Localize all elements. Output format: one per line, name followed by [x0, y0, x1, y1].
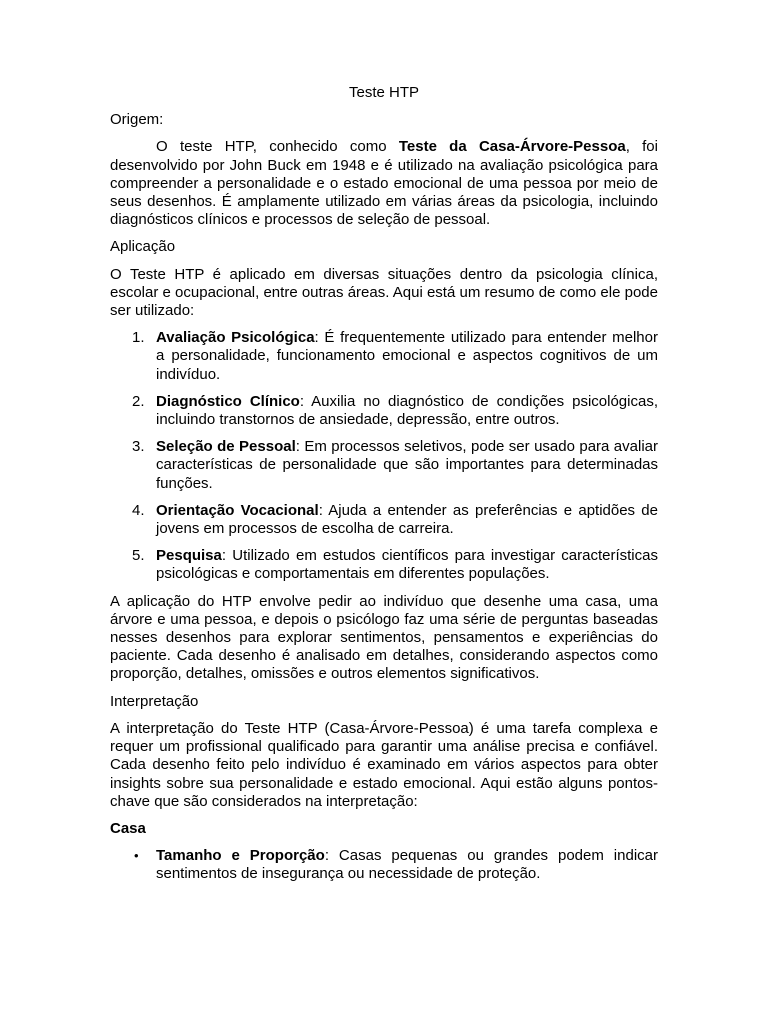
- list-item-text: : Em processos seletivos, pode ser usado para avaliar características de personalidade que são importantes para determinadas funções.: [156, 438, 658, 492]
- list-item: [110, 393, 658, 429]
- list-item-text: : Casas pequenas ou grandes podem indicar sentimentos de insegurança ou necessidade de proteção.: [156, 847, 658, 883]
- list-item-bold: Tamanho e Proporção: [156, 847, 325, 865]
- list-item-bold: Pesquisa: [156, 547, 222, 565]
- list-item: [110, 547, 658, 583]
- list-item-text: : É frequentemente utilizado para entender melhor a personalidade, funcionamento emocional e aspectos cognitivos de um indivíduo.: [156, 329, 658, 383]
- origem-heading: Origem:: [110, 111, 164, 129]
- list-item-bold: Avaliação Psicológica: [156, 329, 315, 347]
- aplicacao-paragraph-2: A aplicação do HTP envolve pedir ao indivíduo que desenhe uma casa, uma árvore e uma pessoa, e depois o psicólogo faz uma série de perguntas baseadas nesses desenhos para explorar sentimentos, pensamentos e experiências do paciente. Cada desenho é analisado em detalhes, considerando aspectos como proporção, detalhes, omissões e outros elementos significativos.: [110, 592, 658, 683]
- origem-text-bold: Teste da Casa-Árvore-Pessoa: [398, 138, 626, 156]
- list-item: [110, 438, 658, 493]
- interpretacao-heading: Interpretação: [110, 692, 199, 710]
- list-item-bold: Diagnóstico Clínico: [156, 392, 300, 410]
- aplicacao-heading: Aplicação: [110, 238, 176, 256]
- list-number: 3.: [132, 438, 145, 456]
- list-number: 1.: [132, 329, 145, 347]
- list-item-text: : Auxilia no diagnóstico de condições psicológicas, incluindo transtornos de ansiedade, depressão, entre outros.: [156, 392, 658, 429]
- aplicacao-intro: O Teste HTP é aplicado em diversas situações dentro da psicologia clínica, escolar e ocupacional, entre outras áreas. Aqui está um resumo de como ele pode ser utilizado:: [110, 265, 658, 320]
- interpretacao-paragraph: A interpretação do Teste HTP (Casa-Árvore-Pessoa) é uma tarefa complexa e requer um profissional qualificado para garantir uma análise precisa e confiável. Cada desenho feito pelo indivíduo é examinado em vários aspectos para obter insights sobre sua personalidade e estado emocional. Aqui estão alguns pontos-chave que são considerados na interpretação:: [110, 719, 658, 810]
- casa-list: [110, 847, 658, 883]
- list-item: [110, 502, 658, 538]
- casa-heading: Casa: [110, 819, 146, 837]
- list-item-bold: Seleção de Pessoal: [156, 438, 296, 456]
- list-item-text: : Utilizado em estudos científicos para investigar características psicológicas e comportamentais em diferentes populações.: [156, 547, 658, 583]
- origem-text-after: , foi desenvolvido por John Buck em 1948 e é utilizado na avaliação psicológica para compreender a personalidade e o estado emocional de uma pessoa por meio de seus desenhos. É amplamente utilizado em várias áreas da psicologia, incluindo diagnósticos clínicos e processos de seleção de pessoal.: [110, 138, 658, 229]
- origem-paragraph: [110, 138, 658, 229]
- list-item-bold: Orientação Vocacional: [156, 501, 319, 519]
- list-number: 5.: [132, 547, 145, 565]
- document-page: [110, 84, 658, 893]
- aplicacao-list: [110, 329, 658, 583]
- origem-text-before: O teste HTP, conhecido como: [156, 138, 399, 156]
- list-item: [110, 329, 658, 384]
- list-number: 2.: [132, 392, 145, 410]
- bullet-marker: •: [134, 848, 139, 864]
- document-title: Teste HTP: [348, 84, 420, 101]
- list-item: [110, 847, 658, 883]
- list-item-text: : Ajuda a entender as preferências e aptidões de jovens em processos de escolha de carreira.: [156, 501, 658, 538]
- list-number: 4.: [132, 501, 145, 519]
